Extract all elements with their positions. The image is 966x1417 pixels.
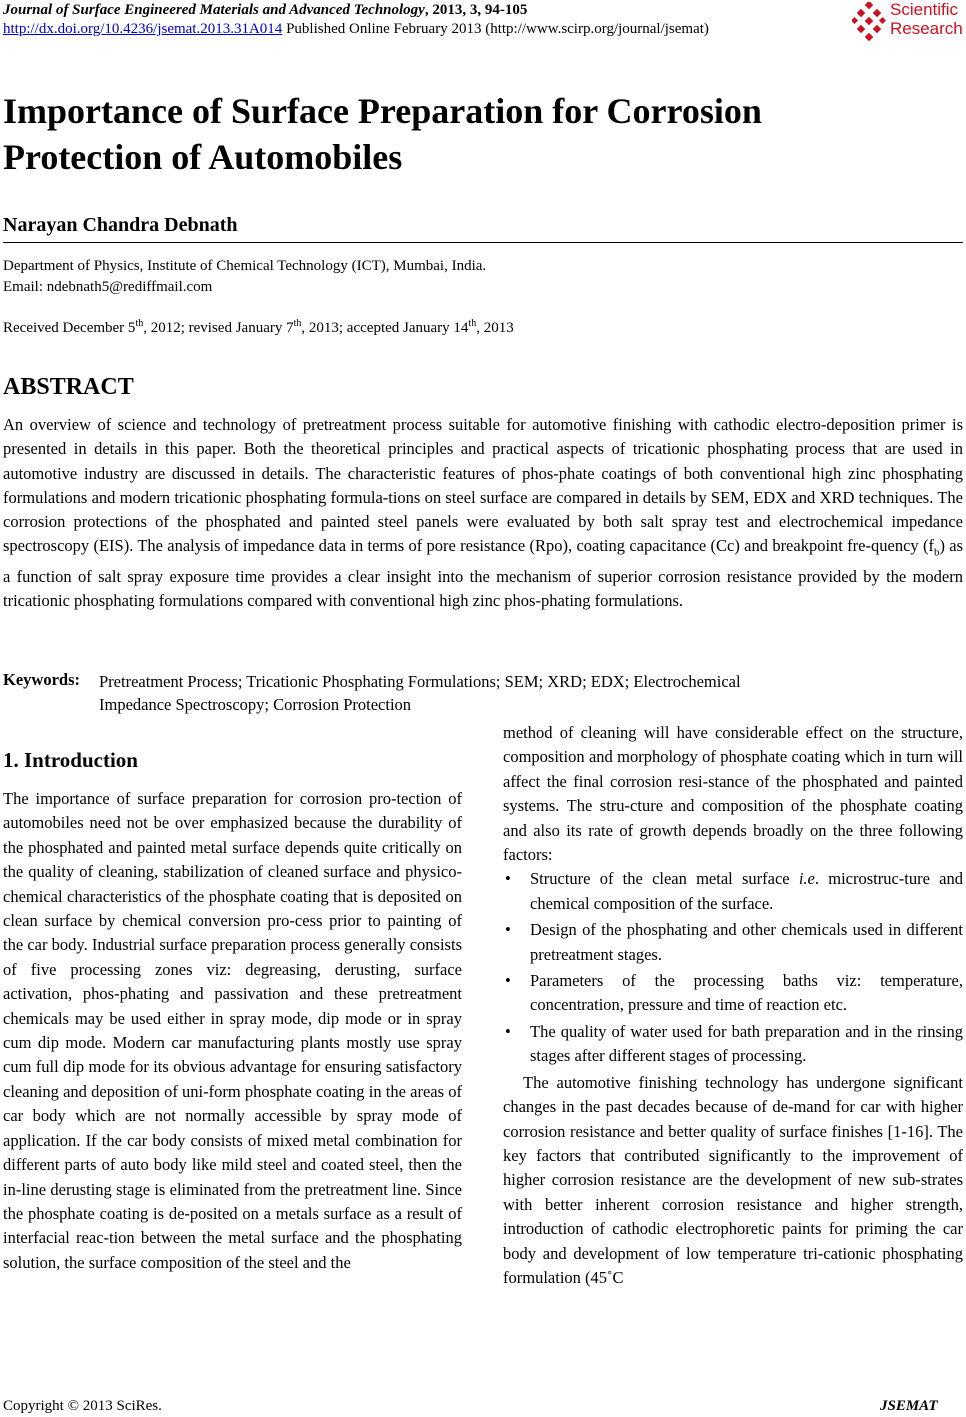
list-item: • Structure of the clean metal surface i.e. microstruc-ture and chemical composition of the surface. [505,869,964,913]
list-item: • Design of the phosphating and other chemicals used in different pretreatment stages. [505,920,963,964]
title-divider [3,242,963,243]
keywords-line-1: Pretreatment Process; Tricationic Phosphating Formulations; SEM; XRD; EDX; Electrochemical [99,672,741,691]
logo-line-2: Research [890,19,963,38]
journal-abbreviation: JSEMAT [880,1398,938,1414]
bullet-icon: • [505,869,511,889]
doi-link[interactable]: http://dx.doi.org/10.4236/jsemat.2013.31A014 [3,21,283,37]
received-dates: Received December 5th, 2012; revised January 7th, 2013; accepted January 14th, 2013 [3,318,514,336]
list-item: • Parameters of the processing baths viz: temperature, concentration, pressure and time of reaction etc. [505,971,963,1015]
factors-list [503,867,963,1068]
intro-paragraph-3: The automotive finishing technology has undergone significant changes in the past decades because of de-mand for car with higher corrosion resistance and better quality of surface finishes [1-16]. The key factors that contributed significantly to the improvement of higher corrosion resistance are the development of new sub-strates with better inherent corrosion resistance and higher strength, introduction of cathodic electrophoretic paints for priming the car body and development of low temperature tri-cationic phosphating formulation (45˚C [503,1072,963,1287]
published-info: Published Online February 2013 (http://www.scirp.org/journal/jsemat) [286,21,709,37]
doi-line [3,21,709,38]
intro-paragraph-2: method of cleaning will have considerable effect on the structure, composition and morphology of phosphate coating which in turn will affect the final corrosion resi-stance of the phosphated and painted systems. The stru-cture and composition of the phosphate coating and also its rate of growth depends broadly on the three following factors: [503,723,963,865]
email: Email: ndebnath5@rediffmail.com [3,279,213,295]
keywords-text [99,670,959,716]
abstract-heading: ABSTRACT [3,374,134,400]
section-heading: 1. Introduction [3,748,138,772]
copyright: Copyright © 2013 SciRes. [3,1398,162,1414]
bullet-icon: • [505,1021,511,1041]
journal-volume: , 2013, 3, 94-105 [424,2,528,18]
abstract-text: An overview of science and technology of pretreatment process suitable for automotive finishing with cathodic electro-deposition primer is presented in details in this paper. Both the theoretical principles and practical aspects of tricationic phosphating process that are used in automotive industry are discussed in details. The characteristic features of phos-phate coatings of both conventional high zinc phosphating formulations and modern tricationic phosphating formula-tions on steel surface are compared in details by SEM, EDX and XRD techniques. The corrosion protections of the phosphated and painted steel panels were evaluated by both salt spray test and electrochemical impedance spectroscopy (EIS). The analysis of impedance data in terms of pore resistance (Rpo), coating capacitance (Cc) and breakpoint fre-quency $(f_b)$ as a function of salt spray exposure time provides a clear insight into the mechanism of superior corrosion resistance provided by the modern tricationic phosphating formulations compared with conventional high zinc phos-phating formulations. [3,415,963,611]
keywords-label: Keywords: [3,670,80,689]
keywords-line-2: Impedance Spectroscopy; Corrosion Protection [99,695,412,714]
list-item: • The quality of water used for bath preparation and in the rinsing stages after different stages of processing. [505,1021,963,1066]
intro-right-column [503,721,963,1290]
journal-name: Journal of Surface Engineered Materials and Advanced Technology [3,2,425,18]
logo-text [890,0,963,38]
intro-left-column [3,787,462,1275]
bullet-icon: • [505,971,511,991]
logo-line-1: Scientific [890,0,959,19]
scientific-research-logo [852,0,966,42]
paper-title: Importance of Surface Preparation for Corrosion Protection of Automobiles [3,91,762,177]
author-name: Narayan Chandra Debnath [3,214,238,236]
affiliation: Department of Physics, Institute of Chemical Technology (ICT), Mumbai, India. [3,258,487,274]
bullet-icon: • [505,920,511,940]
diamond-pattern-icon [852,2,888,42]
journal-citation [3,2,527,19]
intro-paragraph-1: The importance of surface preparation for corrosion pro-tection of automobiles need not be over emphasized because the durability of the phosphated and painted metal surface depends quite critically on the quality of cleaning, stabilization of cleaned surface and physico-chemical characteristics of the phosphate coating that is deposited on clean surface by chemical conversion pro-cess prior to painting of the car body. Industrial surface preparation process generally consists of five processing zones viz: degreasing, derusting, surface activation, phos-phating and passivation and these pretreatment chemicals may be used either in spray mode, dip mode or in spray cum dip mode. Modern car manufacturing plants mostly use spray cum full dip mode for its obvious advantage for ensuring satisfactory cleaning and deposition of uni-form phosphate coating in the areas of car body which are not normally accessible by spray mode of application. If the car body consists of mixed metal combination for different parts of auto body like mild steel and coated steel, then the in-line derusting stage is eliminated from the pretreatment line. Since the phosphate coating is de-posited on a metals surface as a result of interfacial reac-tion between the metal surface and the phosphating solution, the surface composition of the steel and the [3,789,462,1272]
